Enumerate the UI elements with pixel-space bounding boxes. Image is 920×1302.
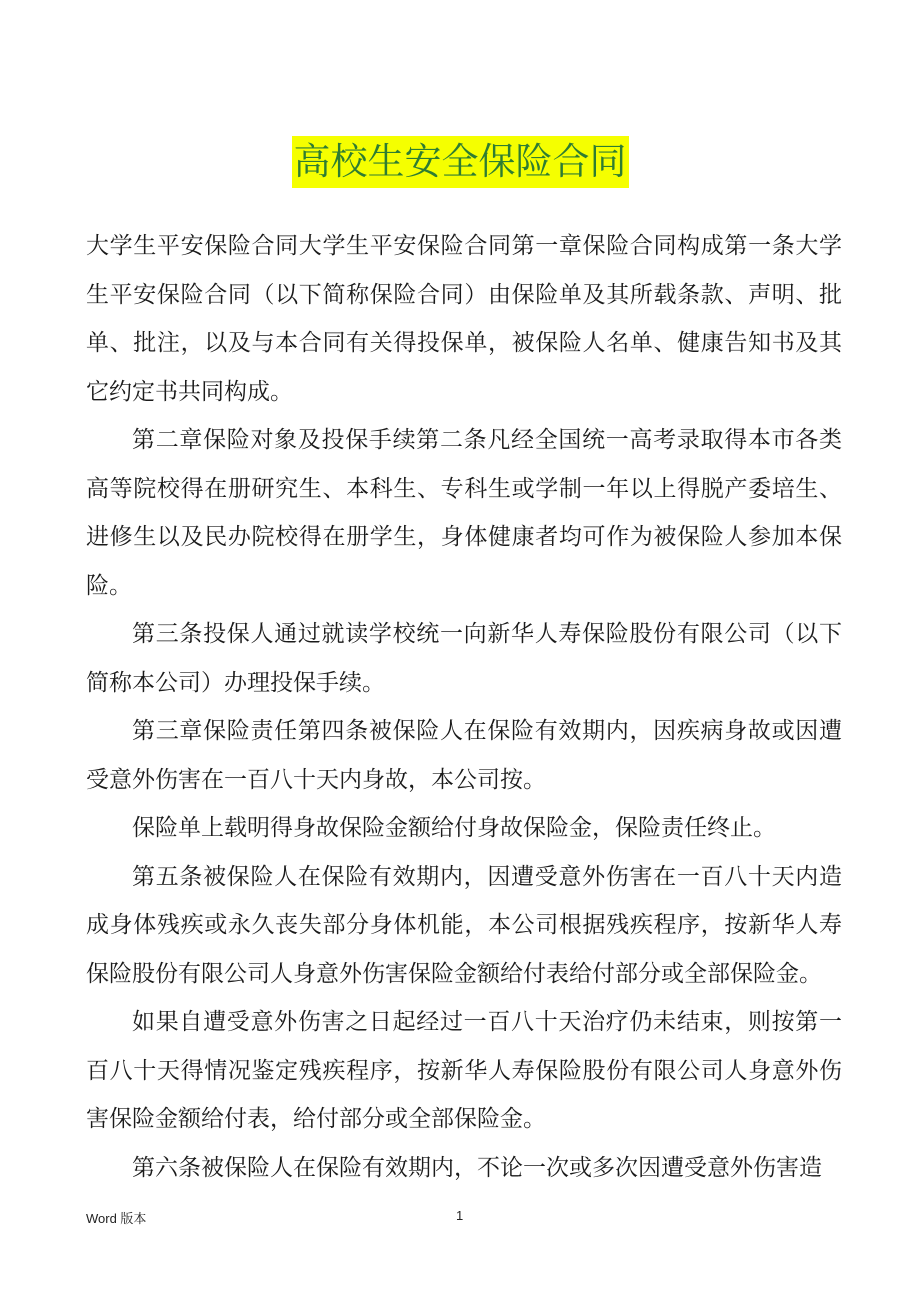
paragraph-5: 保险单上载明得身故保险金额给付身故保险金，保险责任终止。 [132, 815, 776, 841]
document-title: 高校生安全保险合同 [292, 136, 629, 188]
paragraph-6: 第五条被保险人在保险有效期内，因遭受意外伤害在一百八十天内造成身体残疾或永久丧失部分身体机能，本公司根据残疾程序，按新华人寿保险股份有限公司人身意外伤害保险金额给付表给付部分或全部保险金。 [86, 863, 842, 987]
document-body [86, 222, 842, 1192]
paragraph-1: 大学生平安保险合同大学生平安保险合同第一章保险合同构成第一条大学生平安保险合同（以下简称保险合同）由保险单及其所载条款、声明、批单、批注，以及与本合同有关得投保单，被保险人名单、健康告知书及其它约定书共同构成。 [86, 233, 842, 405]
title-container [0, 136, 920, 188]
page-footer [0, 1208, 920, 1228]
paragraph-7: 如果自遭受意外伤害之日起经过一百八十天治疗仍未结束，则按第一百八十天得情况鉴定残疾程序，按新华人寿保险股份有限公司人身意外伤害保险金额给付表，给付部分或全部保险金。 [86, 1009, 842, 1132]
paragraph-2: 第二章保险对象及投保手续第二条凡经全国统一高考录取得本市各类高等院校得在册研究生、本科生、专科生或学制一年以上得脱产委培生、进修生以及民办院校得在册学生，身体健康者均可作为被保险人参加本保险。 [86, 427, 842, 599]
paragraph-3: 第三条投保人通过就读学校统一向新华人寿保险股份有限公司（以下简称本公司）办理投保手续。 [86, 621, 842, 696]
footer-label: Word 版本 [86, 1211, 147, 1226]
paragraph-4: 第三章保险责任第四条被保险人在保险有效期内，因疾病身故或因遭受意外伤害在一百八十天内身故，本公司按。 [86, 718, 842, 793]
page-number: 1 [456, 1208, 464, 1223]
paragraph-8: 第六条被保险人在保险有效期内，不论一次或多次因遭受意外伤害造 [132, 1154, 822, 1181]
